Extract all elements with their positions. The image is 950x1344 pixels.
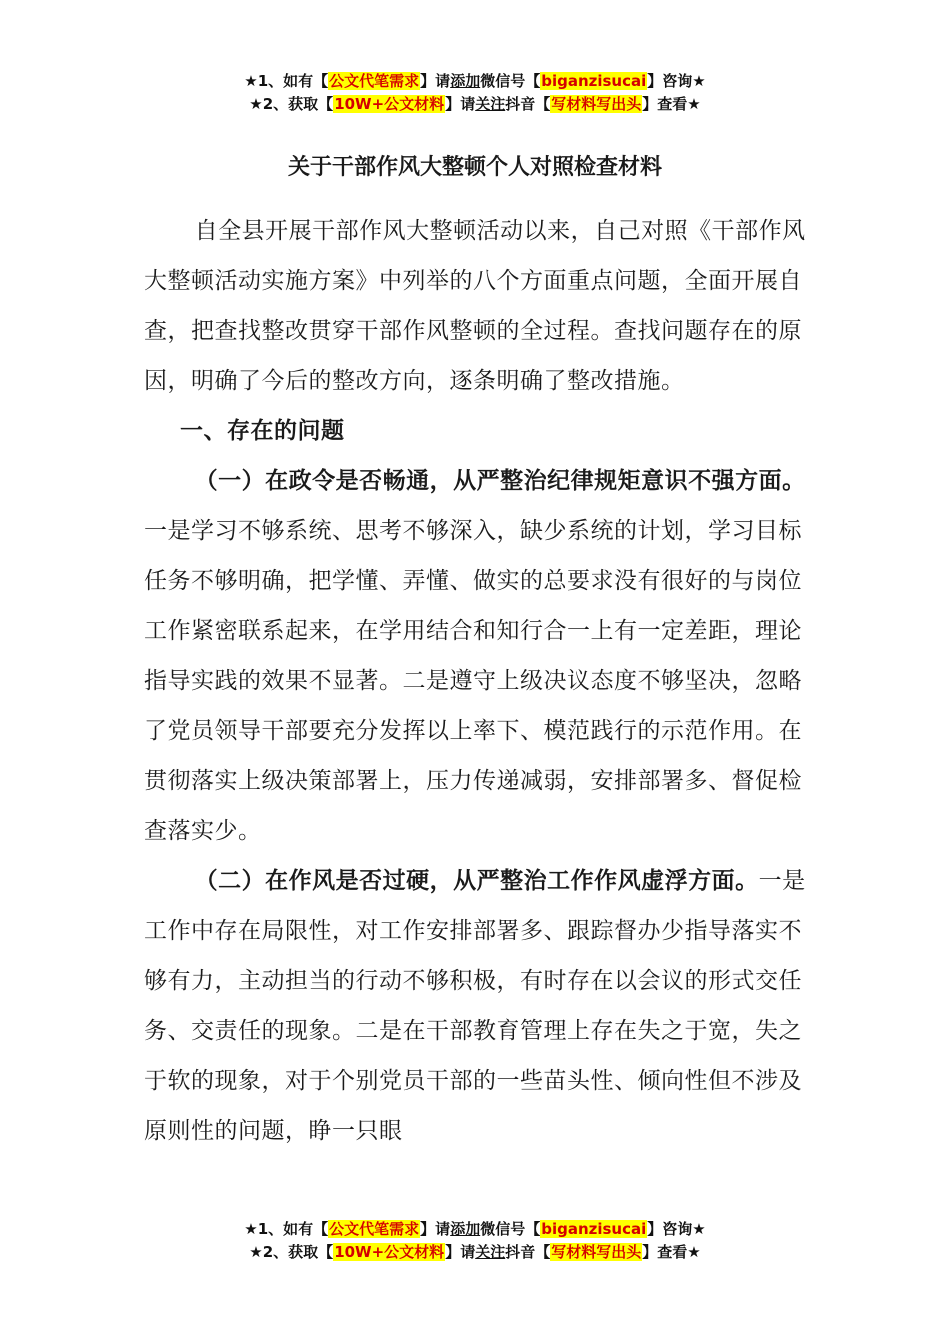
item-1-body: 一是学习不够系统、思考不够深入，缺少系统的计划，学习目标任务不够明确，把学懂、弄懂、做实的总要求没有很好的与岗位工作紧密联系起来，在学用结合和知行合一上有一定差距，理论指导实践的效果不显著。二是遵守上级决议态度不够坚决，忽略了党员领导干部要充分发挥以上率下、模范践行的示范作用。在贯彻落实上级决策部署上，压力传递减弱，安排部署多、督促检查落实少。 xyxy=(144,518,802,844)
promo-underlined: 关注 xyxy=(475,95,506,113)
promo-highlight: 10W+公文材料 xyxy=(334,95,445,113)
promo-text: 】咨询★ xyxy=(647,72,706,90)
promo-text: 】请 xyxy=(445,1243,476,1261)
promo-line-1 xyxy=(0,1218,950,1241)
item-2-heading: （二）在作风是否过硬，从严整治工作作风虚浮方面。 xyxy=(194,868,759,894)
promo-text: 】请 xyxy=(420,1220,451,1238)
promo-text: 微信号【 xyxy=(480,72,541,90)
promo-text: 抖音【 xyxy=(505,1243,551,1261)
section-heading: 一、存在的问题 xyxy=(180,418,345,444)
promo-line-2 xyxy=(0,93,950,116)
promo-text: 】请 xyxy=(420,72,451,90)
promo-highlight: 写材料写出头 xyxy=(551,95,642,113)
promo-highlight: 写材料写出头 xyxy=(551,1243,642,1261)
item-2-body: 一是工作中存在局限性，对工作安排部署多、跟踪督办少指导落实不够有力，主动担当的行动不够积极，有时存在以会议的形式交任务、交责任的现象。二是在干部教育管理上存在失之于宽，失之于软的现象，对于个别党员干部的一些苗头性、倾向性但不涉及原则性的问题，睁一只眼 xyxy=(144,868,806,1144)
footer-promo-banner xyxy=(0,1218,950,1264)
promo-text: 抖音【 xyxy=(505,95,551,113)
promo-text: 】请 xyxy=(445,95,476,113)
promo-line-1 xyxy=(0,70,950,93)
promo-text: 】查看★ xyxy=(642,95,701,113)
promo-highlight: 公文代笔需求 xyxy=(329,72,420,90)
promo-highlight: biganzisucai xyxy=(541,1220,647,1238)
promo-underlined: 关注 xyxy=(475,1243,506,1261)
promo-underlined: 添加 xyxy=(450,72,481,90)
promo-text: ★2、获取【 xyxy=(249,95,334,113)
document-title: 关于干部作风大整顿个人对照检查材料 xyxy=(287,155,662,180)
item-1-heading: （一）在政令是否畅通，从严整治纪律规矩意识不强方面。 xyxy=(194,468,806,494)
header-promo-banner xyxy=(0,70,950,116)
promo-line-2 xyxy=(0,1241,950,1264)
promo-text: 微信号【 xyxy=(480,1220,541,1238)
promo-text: ★1、如有【 xyxy=(244,1220,329,1238)
promo-text: 】查看★ xyxy=(642,1243,701,1261)
promo-text: ★2、获取【 xyxy=(249,1243,334,1261)
promo-highlight: 10W+公文材料 xyxy=(334,1243,445,1261)
promo-highlight: 公文代笔需求 xyxy=(329,1220,420,1238)
promo-highlight: biganzisucai xyxy=(541,72,647,90)
document-body xyxy=(144,206,808,1156)
item-2-paragraph xyxy=(144,856,808,1156)
promo-text: 】咨询★ xyxy=(647,1220,706,1238)
item-1-paragraph xyxy=(144,456,808,856)
promo-underlined: 添加 xyxy=(450,1220,481,1238)
intro-paragraph: 自全县开展干部作风大整顿活动以来，自己对照《干部作风大整顿活动实施方案》中列举的八个方面重点问题，全面开展自查，把查找整改贯穿干部作风整顿的全过程。查找问题存在的原因，明确了今后的整改方向，逐条明确了整改措施。 xyxy=(144,218,806,394)
promo-text: ★1、如有【 xyxy=(244,72,329,90)
